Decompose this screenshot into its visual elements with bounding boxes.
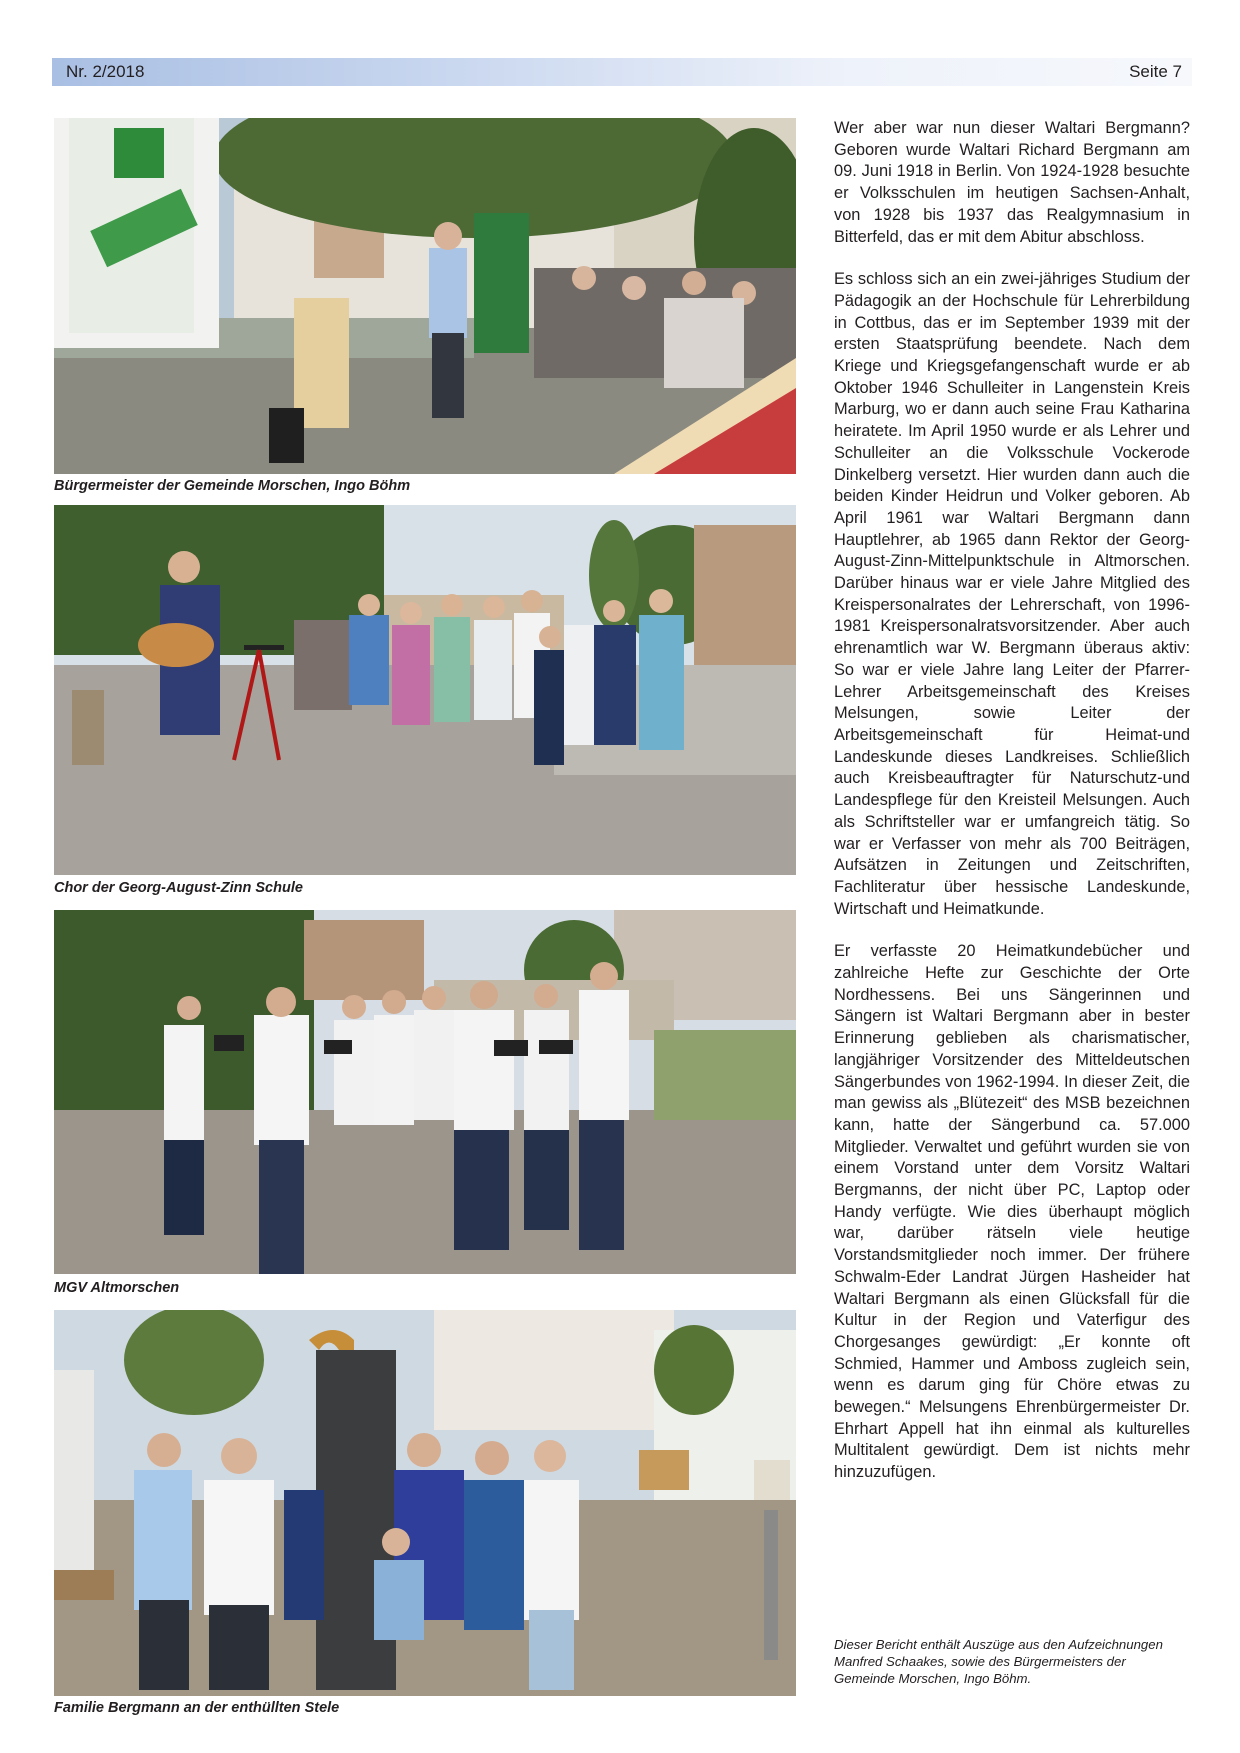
photo-school-choir: [54, 505, 796, 875]
photo-caption: Familie Bergmann an der enthüllten Stele: [54, 1700, 340, 1716]
photo-male-choir: [54, 910, 796, 1274]
page-number: Seite 7: [1129, 62, 1182, 81]
photo-mayor: [54, 118, 796, 474]
article-text: [834, 118, 1190, 1505]
page-header: [52, 58, 1192, 86]
photo-caption: Bürgermeister der Gemeinde Morschen, Ingo Böhm: [54, 478, 411, 494]
photo-caption: Chor der Georg-August-Zinn Schule: [54, 880, 303, 896]
article-paragraph: Wer aber war nun dieser Waltari Bergmann? Geboren wurde Waltari Richard Bergmann am 09. Juni 1918 in Berlin. Von 1924-1928 besuchte er Volksschulen im heutigen Sachsen-Anhalt, von 1928 bis 1937 das Realgymnasium in Bitterfeld, das er mit dem Abitur abschloss.: [834, 119, 1190, 246]
source-note: Dieser Bericht enthält Auszüge aus den Aufzeichnungen Manfred Schaakes, sowie des Bürgermeisters der Gemeinde Morschen, Ingo Böhm.: [834, 1637, 1163, 1686]
article-paragraph: Er verfasste 20 Heimatkundebücher und zahlreiche Hefte zur Geschichte der Orte Nordhessens. Bei uns Sängerinnen und Sängern ist Waltari Bergmann aber in bester Erinnerung geblieben als charismatischer, langjähriger Vorsitzender des Mitteldeutschen Sängerbundes von 1962-1994. In dieser Zeit, die man gewiss als „Blütezeit“ des MSB bezeichnen kann, hatte der Sängerbund ca. 57.000 Mitglieder. Verwaltet und geführt wurden sie von einem Vorstand unter dem Vorsitz Waltari Bergmanns, der nicht über PC, Laptop oder Handy verfügte. Wie dies überhaupt möglich war, darüber rätseln viele heutige Vorstandsmitglieder noch immer. Der frühere Schwalm-Eder Landrat Jürgen Hasheider hat Waltari Bergmann als einen Glücksfall für die Kultur in der Region und Vaterfigur des Chorgesanges gewürdigt: „Er konnte oft Schmied, Hammer und Amboss zugleich sein, wenn es darum ging für Chöre etwas zu bewegen.“ Melsungens Ehrenbürgermeister Dr. Ehrhart Appell hat ihn einmal als kulturelles Multitalent gewürdigt. Dem ist nichts mehr hinzuzufügen.: [834, 942, 1190, 1482]
issue-number: Nr. 2/2018: [66, 62, 145, 81]
photo-family-stele: [54, 1310, 796, 1696]
photo-caption: MGV Altmorschen: [54, 1280, 180, 1296]
article-paragraph: Es schloss sich an ein zwei-jähriges Studium der Pädagogik an der Hochschule für Lehrerbildung in Cottbus, das er im September 1939 mit der ersten Staatsprüfung beendete. Nach dem Kriege und Kriegsgefangenschaft wurde er ab Oktober 1946 Schulleiter in Langenstein Kreis Marburg, wo er dann auch seine Frau Katharina heiratete. Im April 1950 wurde er als Lehrer und Schulleiter an die Volksschule Vockerode Dinkelberg versetzt. Hier wurden dann auch die beiden Kinder Heidrun und Volker geboren. Ab April 1961 war Waltari Bergmann dann Hauptlehrer, ab 1965 dann Rektor der Georg-August-Zinn-Mittelpunktschule in Altmorschen. Darüber hinaus war er viele Jahre Mitglied des Kreispersonalrates der Lehrerschaft, von 1996-1981 Kreispersonalratsvorsitzender. Aber auch ehrenamtlich war W. Bergmann überaus aktiv: So war er viele Jahre lang Leiter der Pfarrer-Lehrer Arbeitsgemeinschaft des Kreises Melsungen, sowie Leiter der Arbeitsgemeinschaft für Heimat-und Landeskunde dieses Landkreises. Schließlich auch Kreisbeauftragter für Naturschutz-und Landespflege für den Kreisteil Melsungen. Auch als Schriftsteller war er umfangreich tätig. So war er Verfasser von mehr als 700 Beiträgen, Aufsätzen in Zeitungen und Zeitschriften, Fachliteratur über hessische Landeskunde, Wirtschaft und Heimatkunde.: [834, 270, 1190, 918]
